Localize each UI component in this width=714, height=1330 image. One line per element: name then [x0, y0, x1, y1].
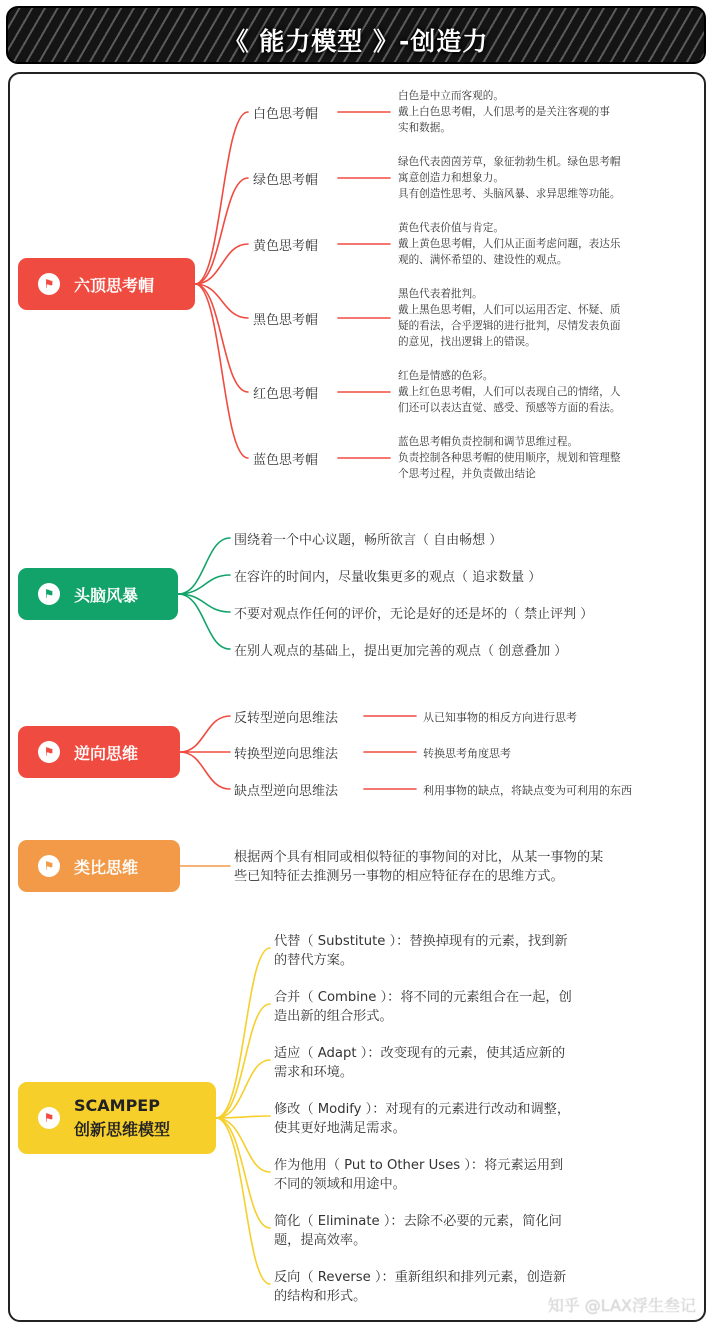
- node-brainstorm-label: 头脑风暴: [74, 585, 139, 605]
- hat-description: 黄色代表价值与肯定。 戴上黄色思考帽，人们从正面考虑问题，表达乐 观的、满怀希望的、建设性的观点。: [398, 222, 621, 266]
- node-reverse-label: 逆向思维: [74, 743, 139, 763]
- node-brainstorm: [18, 568, 178, 620]
- branch-reverse-1: [180, 716, 230, 752]
- branch-brainstorm-3: [178, 594, 230, 612]
- hat-name: 蓝色思考帽: [253, 453, 319, 468]
- branch-white-hat: [195, 112, 248, 284]
- reverse-method: 缺点型逆向思维法: [234, 784, 339, 799]
- node-six-hats-label: 六顶思考帽: [74, 275, 155, 295]
- scampep-item: 反向（ Reverse ）：重新组织和排列元素，创造新 的结构和形式。: [274, 1270, 567, 1304]
- hat-description: 白色是中立而客观的。 戴上白色思考帽，人们思考的是关注客观的事 实和数据。: [398, 90, 610, 134]
- reverse-method-desc: 利用事物的缺点，将缺点变为可利用的东西: [423, 784, 632, 797]
- watermark: 知乎 @LAX浮生叁记: [547, 1296, 696, 1315]
- reverse-method-desc: 转换思考角度思考: [423, 747, 511, 760]
- node-scampep: [18, 1082, 216, 1154]
- branch-scampep-6: [216, 1118, 270, 1228]
- branch-brainstorm-2: [178, 575, 230, 594]
- hat-name: 黄色思考帽: [253, 239, 319, 254]
- hat-name: 白色思考帽: [253, 107, 319, 122]
- page-title: 《 能力模型 》-创造力: [223, 27, 489, 56]
- reverse-method: 转换型逆向思维法: [234, 747, 339, 762]
- reverse-method-desc: 从已知事物的相反方向进行思考: [423, 711, 577, 724]
- flag-icon: ⚑: [38, 741, 60, 763]
- flag-icon: ⚑: [38, 583, 60, 605]
- flag-icon: ⚑: [38, 855, 60, 877]
- scampep-item: 简化（ Eliminate ）：去除不必要的元素，简化问 题，提高效率。: [274, 1214, 562, 1248]
- node-scampep-label-2: 创新思维模型: [74, 1120, 171, 1139]
- brainstorm-item: 围绕着一个中心议题，畅所欲言（ 自由畅想 ）: [234, 533, 503, 548]
- scampep-item: 作为他用（ Put to Other Uses ）：将元素运用到 不同的领域和用途中。: [274, 1158, 564, 1192]
- flag-icon: ⚑: [38, 1107, 60, 1129]
- brainstorm-item: 不要对观点作任何的评价，无论是好的还是坏的（ 禁止评判 ）: [234, 607, 594, 622]
- branch-green-hat: [195, 178, 248, 284]
- scampep-item: 修改（ Modify ）：对现有的元素进行改动和调整， 使其更好地满足需求。: [274, 1102, 571, 1136]
- branch-scampep-2: [216, 1004, 270, 1118]
- brainstorm-item: 在容许的时间内，尽量收集更多的观点（ 追求数量 ）: [234, 570, 542, 585]
- analogy-description: 根据两个具有相同或相似特征的事物间的对比，从某一事物的某 些已知特征去推测另一事物的相应特征存在的思维方式。: [234, 850, 604, 884]
- scampep-item: 合并（ Combine ）：将不同的元素组合在一起，创 造出新的组合形式。: [274, 990, 572, 1024]
- hat-description: 绿色代表茵茵芳草，象征勃勃生机。绿色思考帽 寓意创造力和想象力。 具有创造性思考、头脑风暴、求异思维等功能。: [398, 156, 621, 200]
- brainstorm-item: 在别人观点的基础上，提出更加完善的观点（ 创意叠加 ）: [234, 644, 568, 659]
- hat-name: 绿色思考帽: [253, 173, 319, 188]
- branch-reverse-3: [180, 752, 230, 789]
- reverse-method: 反转型逆向思维法: [234, 711, 339, 726]
- hat-description: 红色是情感的色彩。 戴上红色思考帽，人们可以表现自己的情绪，人 们还可以表达直觉、感受、预感等方面的看法。: [398, 370, 621, 414]
- node-reverse-thinking: [18, 726, 180, 778]
- hat-name: 红色思考帽: [253, 387, 319, 402]
- hat-description: 蓝色思考帽负责控制和调节思维过程。 负责控制各种思考帽的使用顺序，规划和管理整 个思考过程，并负责做出结论: [398, 436, 621, 480]
- node-analogy-label: 类比思维: [74, 857, 139, 877]
- node-scampep-label-1: SCAMPEP: [74, 1096, 160, 1115]
- node-six-hats: [18, 258, 195, 310]
- branch-blue-hat: [195, 284, 248, 458]
- hat-name: 黑色思考帽: [253, 313, 319, 328]
- flag-icon: ⚑: [38, 273, 60, 295]
- node-analogy: [18, 840, 180, 892]
- scampep-item: 适应（ Adapt ）：改变现有的元素，使其适应新的 需求和环境。: [274, 1046, 566, 1080]
- hat-description: 黑色代表着批判。 戴上黑色思考帽，人们可以运用否定、怀疑、质 疑的看法，合乎逻辑的进行批判，尽情发表负面 的意见，找出逻辑上的错误。: [398, 288, 621, 348]
- scampep-item: 代替（ Substitute ）：替换掉现有的元素，找到新 的替代方案。: [274, 934, 568, 968]
